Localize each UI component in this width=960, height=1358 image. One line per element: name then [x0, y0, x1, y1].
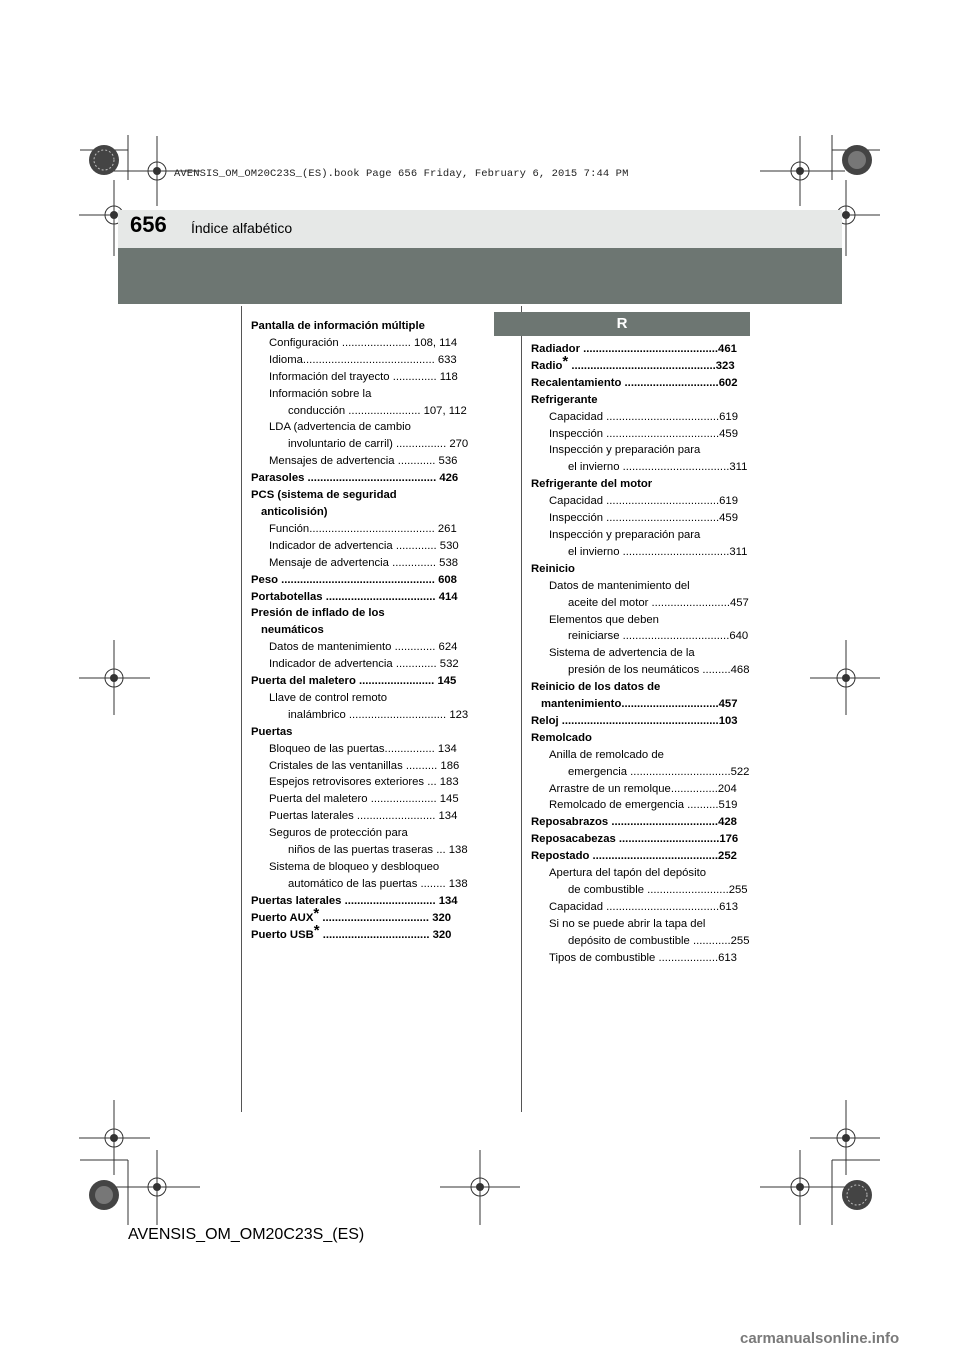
print-stamp: AVENSIS_OM_OM20C23S_(ES).book Page 656 Friday, February 6, 2015 7:44 PM: [174, 168, 629, 180]
index-entry: [531, 409, 759, 426]
index-entry-text: Llave de control remoto: [269, 691, 388, 704]
index-entry: [531, 814, 759, 831]
index-entry: [531, 747, 759, 764]
index-entry-text: Reloj ..................................................103: [531, 714, 738, 727]
index-entry: [531, 476, 759, 493]
index-entry: [531, 865, 759, 882]
index-entry-text: Reinicio de los datos de: [531, 681, 661, 694]
index-entry-text: Cristales de las ventanillas .......... 186: [269, 759, 460, 772]
index-entry-text: Radio: [531, 359, 563, 372]
index-entry-text: Refrigerante del motor: [531, 478, 653, 491]
index-entry: [531, 662, 759, 679]
index-entry: [531, 797, 759, 814]
index-entry: [251, 724, 479, 741]
index-entry-text: Puertas laterales ......................... 134: [269, 810, 458, 823]
index-entry: [251, 352, 479, 369]
index-entry: [251, 555, 479, 572]
index-entry-text: involuntario de carril) ................ 270: [288, 438, 469, 451]
index-entry-text: Datos de mantenimiento ............. 624: [269, 641, 458, 654]
index-entry-text: Capacidad ....................................613: [549, 900, 738, 913]
index-entry-text: Inspección ....................................459: [549, 512, 738, 525]
index-entry-text: el invierno ..................................311: [568, 461, 748, 474]
index-entry-text: Puerta del maletero ..................... 145: [269, 793, 459, 806]
index-entry: [251, 386, 479, 403]
index-entry-text: Refrigerante: [531, 393, 598, 406]
index-entry: [531, 493, 759, 510]
index-entry-text: Capacidad ....................................619: [549, 495, 738, 508]
index-entry-text: Apertura del tapón del depósito: [549, 867, 707, 880]
index-entry-page: .................................. 320: [319, 928, 452, 941]
index-entry: [251, 572, 479, 589]
index-entry-text: conducción ....................... 107, 112: [288, 404, 467, 417]
index-entry: [251, 318, 479, 335]
index-entry-text: Sistema de advertencia de la: [549, 647, 695, 660]
index-entry-text: Si no se puede abrir la tapa del: [549, 917, 706, 930]
index-entry: [531, 612, 759, 629]
index-entry-text: Reinicio: [531, 562, 575, 575]
index-entry: [251, 673, 479, 690]
index-entry-text: Puertas: [251, 725, 293, 738]
index-entry: [251, 791, 479, 808]
index-entry-text: depósito de combustible ............255: [568, 934, 750, 947]
index-entry: [531, 730, 759, 747]
index-entry-text: LDA (advertencia de cambio: [269, 421, 411, 434]
index-entry-text: Capacidad ....................................619: [549, 410, 738, 423]
index-entry-text: de combustible ..........................255: [568, 884, 748, 896]
index-entry: [531, 645, 759, 662]
index-entry-text: Puertas laterales ............................. 134: [251, 894, 458, 907]
index-entry: [531, 933, 759, 950]
index-entry: [251, 487, 479, 504]
index-entry-text: Remolcado: [531, 731, 592, 744]
section-letter-badge: R: [494, 312, 750, 336]
index-entry-page: ..............................................323: [568, 359, 735, 372]
index-entry: [251, 470, 479, 487]
index-entry-text: Mensaje de advertencia .............. 538: [269, 556, 459, 569]
index-entry-text: emergencia ................................522: [568, 765, 750, 778]
index-entry-text: Indicador de advertencia ............. 532: [269, 658, 459, 671]
index-entry: [531, 595, 759, 612]
index-entry: [531, 899, 759, 916]
index-entry-text: Recalentamiento ..............................602: [531, 376, 738, 389]
index-entry: [531, 950, 759, 967]
index-entry-text: anticolisión): [261, 505, 328, 518]
index-entry-text: Anilla de remolcado de: [549, 748, 664, 761]
index-column-right: [531, 341, 759, 967]
index-entry: [251, 690, 479, 707]
watermark: carmanualsonline.info: [740, 1330, 900, 1347]
index-entry-text: Parasoles ......................................... 426: [251, 472, 459, 485]
page-number: 656: [130, 212, 167, 237]
index-entry-text: mantenimiento...............................457: [541, 698, 738, 711]
index-entry-text: Inspección y preparación para: [549, 528, 701, 541]
index-entry: [531, 781, 759, 798]
index-entry-text: Pantalla de información múltiple: [251, 320, 425, 332]
index-entry: [531, 848, 759, 865]
index-entry: [531, 392, 759, 409]
index-entry: [251, 335, 479, 352]
index-entry: [531, 459, 759, 476]
index-entry: [531, 510, 759, 527]
index-entry: [251, 656, 479, 673]
index-entry-text: PCS (sistema de seguridad: [251, 489, 397, 502]
index-entry: [531, 544, 759, 561]
index-entry: [251, 921, 479, 944]
index-entry: [531, 375, 759, 392]
index-entry-text: Tipos de combustible ...................613: [549, 951, 737, 964]
index-entry: [251, 876, 479, 893]
index-entry-text: neumáticos: [261, 624, 324, 637]
index-entry-text: Indicador de advertencia ............. 530: [269, 539, 459, 552]
index-entry-text: Mensajes de advertencia ............ 536: [269, 455, 458, 468]
header-dark-band: [118, 248, 842, 304]
index-entry-text: Datos de mantenimiento del: [549, 579, 690, 592]
index-entry-text: Reposabrazos ..................................428: [531, 816, 737, 829]
footer-code: AVENSIS_OM_OM20C23S_(ES): [128, 1226, 365, 1243]
index-entry: [531, 696, 759, 713]
index-entry: [531, 916, 759, 933]
column-divider-right: [521, 306, 522, 1112]
index-entry-text: Puerto AUX: [251, 911, 314, 924]
index-entry-text: Radiador ...........................................461: [531, 343, 737, 355]
index-entry: [251, 369, 479, 386]
index-entry-text: niños de las puertas traseras ... 138: [288, 844, 468, 857]
index-entry-text: Puerto USB: [251, 928, 314, 941]
index-entry: [531, 442, 759, 459]
index-entry: [251, 904, 479, 927]
index-entry: [531, 882, 759, 899]
index-entry: [251, 538, 479, 555]
index-entry-text: automático de las puertas ........ 138: [288, 877, 468, 890]
index-entry: [251, 521, 479, 538]
index-entry: [251, 453, 479, 470]
index-entry: [251, 504, 479, 521]
index-entry-text: Remolcado de emergencia ..........519: [549, 799, 738, 812]
index-entry-text: Reposacabezas ................................176: [531, 833, 739, 846]
index-entry: [251, 859, 479, 876]
footnote-asterisk: *: [313, 921, 320, 939]
index-entry-text: Elementos que deben: [549, 613, 659, 626]
index-entry-text: Seguros de protección para: [269, 827, 408, 840]
index-entry: [251, 842, 479, 859]
index-column-left: [251, 318, 479, 944]
index-entry: [251, 825, 479, 842]
index-entry-text: Configuración ...................... 108, 114: [269, 336, 458, 349]
index-entry: [531, 578, 759, 595]
index-entry-text: Repostado ........................................252: [531, 850, 737, 863]
index-entry-text: inalámbrico ............................... 123: [288, 708, 469, 721]
index-entry: [251, 436, 479, 453]
index-entry-text: Puerta del maletero ........................ 145: [251, 675, 457, 688]
index-entry-text: Inspección ....................................459: [549, 427, 738, 440]
column-divider-left: [241, 306, 242, 1112]
footnote-asterisk: *: [562, 353, 569, 371]
index-entry-text: Sistema de bloqueo y desbloqueo: [269, 861, 440, 873]
index-entry-text: Bloqueo de las puertas................ 134: [269, 742, 457, 755]
index-entry-text: Arrastre de un remolque...............204: [549, 782, 737, 795]
index-entry: [531, 628, 759, 645]
index-entry: [531, 831, 759, 848]
index-entry: [251, 589, 479, 606]
index-entry: [531, 426, 759, 443]
index-entry: [251, 707, 479, 724]
index-entry: [531, 764, 759, 781]
index-entry: [531, 561, 759, 578]
index-entry: [251, 639, 479, 656]
index-entry: [251, 808, 479, 825]
index-entry: [251, 622, 479, 639]
index-entry-text: reiniciarse ..................................640: [568, 630, 749, 643]
index-entry: [531, 353, 759, 375]
page-title: Índice alfabético: [191, 220, 293, 236]
index-entry-text: Presión de inflado de los: [251, 607, 385, 620]
footnote-asterisk: *: [313, 904, 320, 922]
index-entry: [531, 527, 759, 544]
index-entry-page: .................................. 320: [319, 911, 452, 924]
index-entry: [531, 713, 759, 730]
index-entry-text: Información del trayecto .............. 118: [269, 370, 458, 383]
index-entry: [531, 679, 759, 696]
index-entry-text: presión de los neumáticos .........468: [568, 664, 750, 677]
index-entry: [251, 758, 479, 775]
index-entry-text: Portabotellas ................................... 414: [251, 590, 458, 603]
index-entry-text: Peso ................................................. 608: [251, 573, 457, 586]
index-entry: [251, 893, 479, 910]
index-entry-text: Información sobre la: [269, 387, 372, 400]
index-entry-text: Idioma.......................................... 633: [269, 353, 457, 366]
index-entry: [251, 403, 479, 420]
index-entry-text: el invierno ..................................311: [568, 545, 748, 558]
index-entry-text: Función........................................ 261: [269, 522, 457, 535]
index-entry: [251, 605, 479, 622]
index-entry: [251, 774, 479, 791]
index-entry-text: aceite del motor .........................457: [568, 596, 749, 609]
index-entry: [251, 419, 479, 436]
index-entry-text: Inspección y preparación para: [549, 444, 701, 457]
index-entry: [251, 741, 479, 758]
index-entry-text: Espejos retrovisores exteriores ... 183: [269, 776, 459, 789]
